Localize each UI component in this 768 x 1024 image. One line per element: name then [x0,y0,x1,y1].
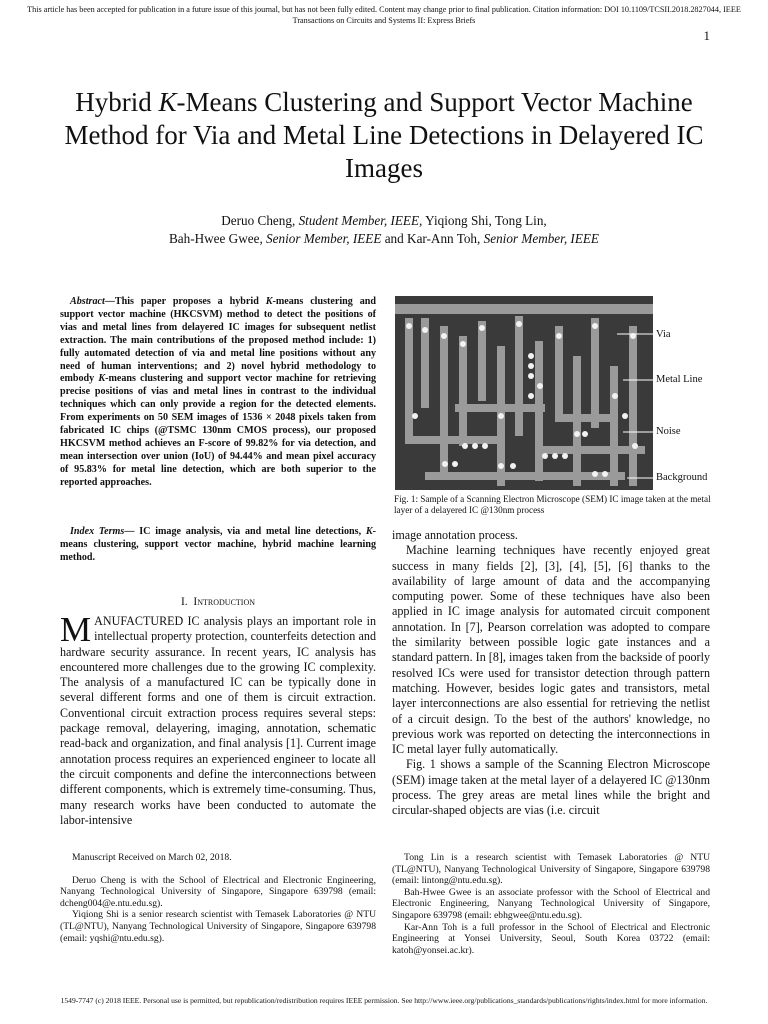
intro-column-2 [392,528,710,819]
figure-caption: Fig. 1: Sample of a Scanning Electron Microscope (SEM) IC image taken at the metal layer of a delayered IC @130nm process [394,494,711,515]
abstract-k: K [98,373,106,385]
author-line-2 [60,230,708,248]
intro-column-1 [60,610,376,828]
index-terms-k: K [365,526,373,537]
author-list [60,212,708,248]
author-line-1 [60,212,708,230]
abstract-text: —This paper proposes a hybrid [104,296,266,307]
paper-title [60,86,708,185]
section-number: I. [180,596,188,608]
footnotes-left [60,852,376,944]
author-name: Yiqiong Shi, Tong Lin, [422,213,547,228]
footnote-shi: Yiqiong Shi is a senior research scientist with Temasek Laboratories @ NTU (TL@NTU), Nanyang Technological University of Singapore, Singapore 639798 (email: yqshi@ntu.edu.sg). [60,909,376,944]
title-part-2: -Means Clustering and Support Vector Machine Method for Via and Metal Line Detections in Delayered IC Images [64,87,704,183]
intro-paragraph-3: Fig. 1 shows a sample of the Scanning Electron Microscope (SEM) image taken at the metal layer of a delayered IC @130nm process. The grey areas are metal lines while the bright and circular-shaped objects are vias (i.e. circuit [392,757,710,818]
abstract-label: Abstract [70,296,105,307]
copyright-footer: 1549-7747 (c) 2018 IEEE. Personal use is permitted, but republication/redistribution requires IEEE permission. See http://www.ieee.org/publications_standards/publications/rights/index.html for more information. [60,996,708,1005]
drop-cap: M [60,610,92,649]
section-heading [60,596,376,608]
page-number: 1 [703,28,710,43]
author-name: and Kar-Ann Toh, [381,231,484,246]
author-name: Deruo Cheng, [221,213,299,228]
index-terms-text: -means clustering, support vector machine, hybrid machine learning method. [60,526,376,563]
footnote-received: Manuscript Received on March 02, 2018. [72,852,232,863]
author-membership: Senior Member, IEEE [266,231,382,246]
intro-paragraph-1: ANUFACTURED IC analysis plays an important role in intellectual property protection, counterfeits detection and hardware security assurance. In recent years, IC analysis has encountered more challenges due to the growing IC complexity. The analysis of a manufactured IC can be typically done in several different forms and one of them is circuit extraction. Conventional circuit extraction process requires several steps: package removal, delayering, imaging, annotation, schematic read-back and organization, and final analysis [1]. Current image annotation process requires an experienced engineer to locate all the circuit components and define the interconnections between different components, which is extremely time-consuming. Thus, many research works have been conducted to automate the labor-intensive [60,614,376,827]
abstract-text: -means clustering and support vector machine (HKCSVM) method to detect the positions of vias and metal lines from delayered IC images for subsequent netlist extraction. The main contributions of the proposed method include: 1) fully automated detection of via and metal line positions without any need of human interventions; and 2) novel hybrid methodology to embody [60,296,376,385]
label-background: Background [656,472,708,483]
abstract-k: K [265,296,273,307]
intro-paragraph-2: Machine learning techniques have recently enjoyed great success in many fields [2], [3], [4], [5], [6] thanks to the availability of large amount of data and the accompanying computing power. Some of these techniques have also been applied in IC image analysis for automated circuit component annotation. In [7], Pearson correlation was adopted to compare the similarity between possible logic gate instances and a standard pattern. In [8], images taken from the backside of poorly resolved ICs were used for transistor detection through pattern matching. However, besides logic gates and transistors, metal layer interconnections are also essential for retrieving the netlist of a circuit design. To the best of the authors' knowledge, no previous work was reported on detecting the interconnections in IC metal layer fully automatically. [392,543,710,757]
abstract [60,296,376,490]
author-name: Bah-Hwee Gwee, [169,231,267,246]
banner-line-2: Transactions on Circuits and Systems II: Express Briefs [292,16,476,25]
index-terms [60,526,376,565]
abstract-text: -means clustering and support vector machine for retrieving precise positions of vias and metal lines in contrast to the individual techniques which can only provide a region for the detected elements. From experiments on 50 SEM images of 1536 × 2048 pixels taken from fabricated IC chips (@TSMC 130nm CMOS process), our proposed HKCSVM method achieves an F-score of 99.82% for via detection, and mean intersection over union (IoU) of 94.44% and mean pixel accuracy of 95.83% for metal line detection, which are both superior to the reported approaches. [60,373,377,488]
intro-continuation: image annotation process. [392,528,518,542]
index-terms-label: Index Terms [70,526,125,537]
author-membership: Senior Member, IEEE [483,231,599,246]
footnote-cheng: Deruo Cheng is with the School of Electrical and Electronic Engineering, Nanyang Technological University of Singapore, Singapore 639798 (email: dcheng004@e.ntu.edu.sg). [60,874,376,909]
footnote-toh: Kar-Ann Toh is a full professor in the School of Electrical and Electronic Engineering at Yonsei University, Seoul, South Korea 03722 (email: katoh@yonsei.ac.kr). [392,921,710,956]
title-part-1: Hybrid [75,87,159,117]
label-via: Via [656,329,671,340]
journal-banner [20,4,748,26]
label-noise: Noise [656,426,681,437]
footnote-gwee: Bah-Hwee Gwee is an associate professor with the School of Electrical and Electronic Engineering, Nanyang Technological University of Singapore, Singapore 639798 (email: ebhgwee@ntu.edu.sg). [392,886,710,921]
banner-line-1: This article has been accepted for publication in a future issue of this journal, but has not been fully edited. Content may change prior to final publication. Citation information: DOI 10.1109/TCSII.2018.2827044, IEEE [27,5,741,14]
index-terms-text: — IC image analysis, via and metal line detections, [124,526,366,537]
footnote-lin: Tong Lin is a research scientist with Temasek Laboratories @ NTU (TL@NTU), Nanyang Technological University of Singapore, Singapore 639798 (email: lintong@ntu.edu.sg). [392,852,710,887]
author-membership: Student Member, IEEE, [298,213,423,228]
section-title: Introduction [193,596,256,608]
footnotes-right [392,852,710,956]
title-k: K [158,87,177,117]
label-metal-line: Metal Line [656,374,703,385]
sem-image-figure [395,296,653,490]
